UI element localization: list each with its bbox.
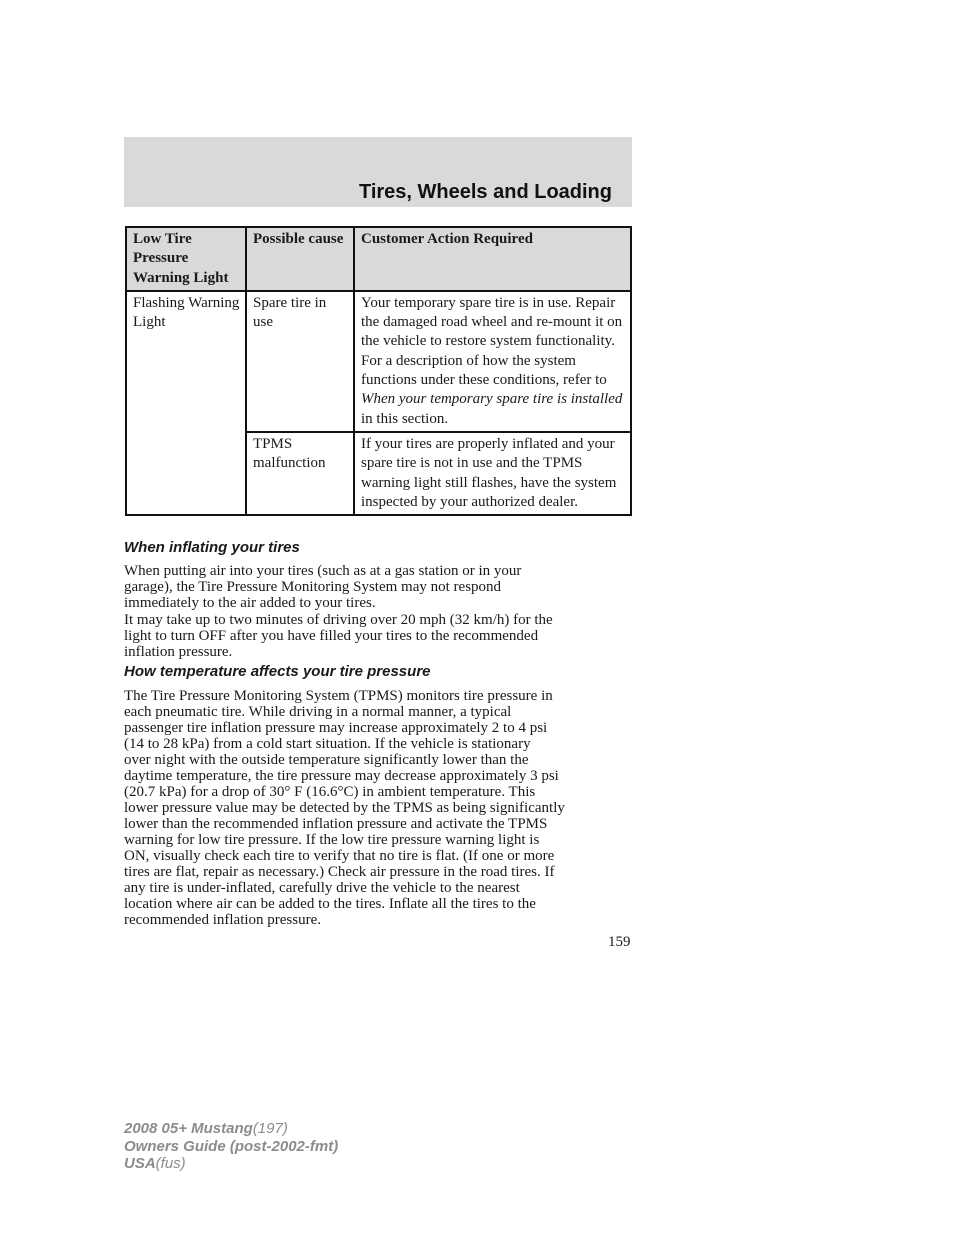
- paragraph-line: over night with the outside temperature significantly lower than the: [124, 752, 529, 768]
- table-header-row: [126, 227, 631, 291]
- table-header-possible-cause: Possible cause: [246, 227, 354, 291]
- paragraph-line: warning for low tire pressure. If the low tire pressure warning light is: [124, 832, 540, 848]
- paragraph-line: any tire is under-inflated, carefully drive the vehicle to the nearest: [124, 880, 520, 896]
- paragraph-line: recommended inflation pressure.: [124, 912, 322, 928]
- section-heading-temperature: How temperature affects your tire pressure: [124, 663, 431, 680]
- paragraph-line: passenger tire inflation pressure may increase approximately 2 to 4 psi: [124, 720, 548, 736]
- paragraph-line: tires are flat, repair as necessary.) Check air pressure in the road tires. If: [124, 864, 555, 880]
- paragraph-inflating: [124, 563, 634, 611]
- action-reference: When your temporary spare tire is installed: [361, 391, 623, 408]
- paragraph-line: The Tire Pressure Monitoring System (TPMS) monitors tire pressure in: [124, 688, 553, 704]
- table-cell-cause: TPMS malfunction: [246, 432, 354, 515]
- paragraph-line: When putting air into your tires (such as at a gas station or in your: [124, 563, 522, 579]
- section-title: Tires, Wheels and Loading: [358, 181, 612, 203]
- paragraph-line: immediately to the air added to your tires.: [124, 595, 376, 611]
- document-footer: [124, 1120, 338, 1173]
- paragraph-temperature: [124, 688, 634, 928]
- table-cell-cause: Spare tire in use: [246, 291, 354, 432]
- header-band: [124, 137, 632, 207]
- paragraph-line: location where air can be added to the tires. Inflate all the tires to the: [124, 896, 536, 912]
- section-heading-inflating: When inflating your tires: [124, 539, 300, 556]
- footer-market-code: (fus): [155, 1155, 186, 1172]
- table-row: [126, 291, 631, 432]
- paragraph-line: ON, visually check each tire to verify that no tire is flat. (If one or more: [124, 848, 555, 864]
- table-cell-action: If your tires are properly inflated and your spare tire is not in use and the TPMS warning light still flashes, have the system inspected by your authorized dealer.: [354, 432, 631, 515]
- action-text: Your temporary spare tire is in use. Repair the damaged road wheel and re-mount it on the vehicle to restore system functionality. For a description of how the system functions under these conditions, refer to: [361, 294, 623, 389]
- page-number: 159: [608, 934, 631, 950]
- table-header-customer-action: Customer Action Required: [354, 227, 631, 291]
- footer-guide: Owners Guide (post-2002-fmt): [124, 1137, 339, 1155]
- paragraph-line: It may take up to two minutes of driving over 20 mph (32 km/h) for the: [124, 612, 553, 628]
- paragraph-line: each pneumatic tire. While driving in a normal manner, a typical: [124, 704, 512, 720]
- paragraph-line: (20.7 kPa) for a drop of 30° F (16.6°C) in ambient temperature. This: [124, 784, 536, 800]
- footer-market: USA: [124, 1155, 156, 1172]
- paragraph-line: lower than the recommended inflation pressure and activate the TPMS: [124, 816, 548, 832]
- table-cell-action: [354, 291, 631, 432]
- paragraph-line: daytime temperature, the tire pressure may decrease approximately 3 psi: [124, 768, 559, 784]
- paragraph-line: inflation pressure.: [124, 644, 233, 660]
- paragraph-line: (14 to 28 kPa) from a cold start situation. If the vehicle is stationary: [124, 736, 531, 752]
- tpms-warning-table: [125, 226, 632, 516]
- table-cell-light-state: Flashing Warning Light: [126, 291, 246, 515]
- paragraph-light-off: [124, 612, 634, 660]
- paragraph-line: light to turn OFF after you have filled your tires to the recommended: [124, 628, 539, 644]
- table-header-warning-light: Low Tire Pressure Warning Light: [126, 227, 246, 291]
- footer-model-code: (197): [252, 1120, 288, 1137]
- paragraph-line: lower pressure value may be detected by the TPMS as being significantly: [124, 800, 565, 816]
- footer-model: 2008 05+ Mustang: [124, 1120, 253, 1137]
- action-text-end: in this section.: [361, 410, 449, 427]
- paragraph-line: garage), the Tire Pressure Monitoring System may not respond: [124, 579, 502, 595]
